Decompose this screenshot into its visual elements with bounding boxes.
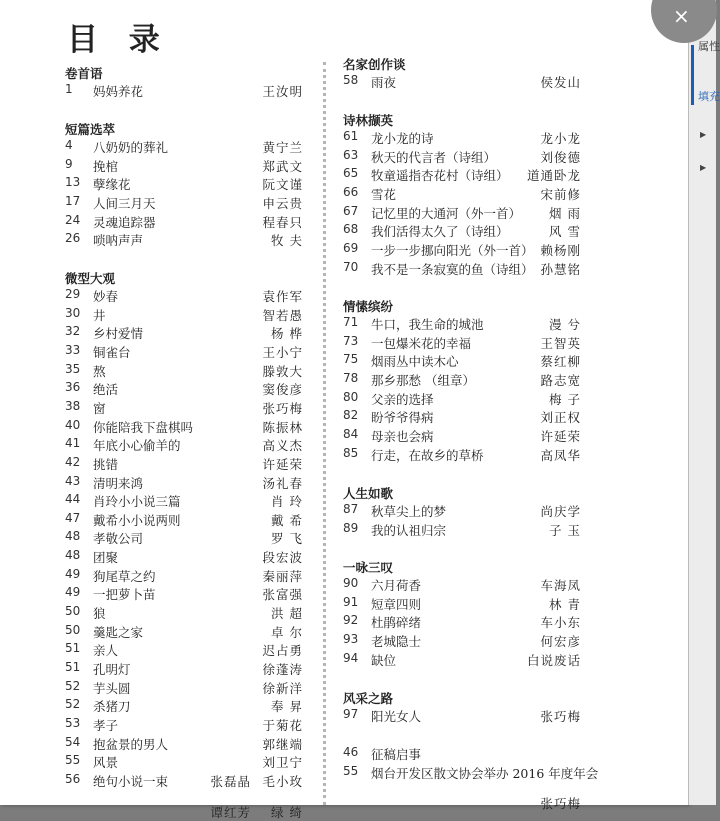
toc-item-title: 缺位	[371, 652, 397, 668]
toc-row[interactable]	[343, 502, 581, 520]
toc-row[interactable]	[65, 641, 303, 659]
toc-page-number: 69	[343, 240, 359, 255]
toc-row[interactable]	[343, 204, 581, 222]
toc-page-number: 29	[65, 287, 81, 301]
toc-row[interactable]	[343, 260, 581, 278]
toc-author: 徐蓬涛	[262, 662, 303, 677]
toc-author: 郭继端	[262, 736, 303, 752]
toc-page-number: 84	[343, 426, 359, 441]
toc-row[interactable]	[343, 763, 599, 782]
toc-author: 车海凤	[540, 578, 581, 593]
toc-row[interactable]	[65, 362, 303, 380]
toc-item-title: 杀猪刀	[93, 699, 131, 715]
toc-page-number: 97	[343, 707, 359, 721]
section-title: 名家创作谈	[343, 57, 406, 72]
toc-page-number: 93	[343, 631, 359, 646]
toc-author: 路志宽	[540, 372, 581, 388]
toc-row[interactable]	[65, 585, 303, 603]
toc-author: 洪 超	[271, 606, 303, 622]
toc-author: 刘卫宁	[262, 755, 303, 771]
toc-page-number: 24	[65, 212, 81, 227]
toc-author: 王小宁	[262, 344, 303, 360]
toc-item-title: 阳光女人	[371, 709, 422, 724]
toc-author: 智若愚	[262, 307, 303, 323]
toc-page-number: 4	[65, 138, 73, 152]
toc-page-number: 90	[343, 576, 359, 590]
toc-page-number: 38	[65, 398, 81, 413]
toc-author: 王智英	[540, 335, 581, 351]
toc-page-number: 49	[65, 585, 81, 600]
toc-item-title: 我不是一条寂寞的鱼（诗组）	[371, 261, 534, 277]
toc-author: 车小东	[540, 615, 581, 631]
toc-row[interactable]	[343, 129, 581, 147]
toc-item-title: 秋草尖上的梦	[371, 504, 447, 519]
toc-author: 宋前修	[540, 186, 581, 202]
toc-row[interactable]	[65, 231, 303, 249]
toc-item-title: 六月荷香	[371, 578, 422, 593]
toc-page-number: 48	[65, 548, 81, 563]
toc-author: 迟占勇	[262, 643, 303, 659]
toc-item-title: 芋头圆	[93, 680, 131, 696]
toc-author: 张巧梅	[540, 709, 581, 724]
toc-item-title: 一步一步挪向阳光（外一首）	[371, 242, 534, 258]
toc-author: 罗 飞	[271, 531, 303, 547]
toc-author: 谭红芳	[210, 804, 251, 820]
toc-page-number: 54	[65, 734, 81, 749]
toc-page-number: 33	[65, 342, 81, 357]
toc-row[interactable]	[343, 390, 581, 408]
toc-author: 汤礼春	[262, 475, 303, 491]
section-title: 一咏三叹	[343, 560, 394, 575]
toc-author: 刘俊德	[540, 149, 581, 165]
toc-row[interactable]	[65, 175, 303, 193]
toc-row-continuation	[343, 794, 581, 812]
toc-row[interactable]	[65, 511, 303, 529]
toc-row[interactable]	[65, 82, 303, 100]
toc-item-title: 记忆里的大通河（外一首）	[371, 205, 522, 221]
toc-item-title: 雨夜	[371, 75, 397, 90]
toc-item-title: 风景	[93, 755, 119, 771]
toc-item-title: 亲人	[93, 643, 119, 659]
toc-author: 卓 尔	[271, 624, 303, 640]
toc-row[interactable]	[343, 241, 581, 259]
toc-page-number: 52	[65, 678, 81, 693]
toc-item-title: 羹匙之家	[93, 624, 144, 640]
toc-author: 秦丽萍	[262, 568, 303, 584]
toc-row[interactable]	[65, 492, 303, 510]
toc-page-number: 1	[65, 82, 73, 96]
toc-page-number: 47	[65, 510, 81, 525]
toc-item-title: 挽棺	[93, 158, 119, 174]
section-title: 微型大观	[65, 271, 116, 286]
toc-page-number: 71	[343, 315, 359, 329]
toc-item-title: 人间三月天	[93, 195, 156, 211]
toc-row[interactable]	[343, 745, 581, 763]
toc-author: 牧 夫	[271, 233, 303, 249]
toc-row[interactable]	[65, 436, 303, 454]
toc-row[interactable]	[65, 679, 303, 697]
toc-author: 龙小龙	[540, 131, 581, 146]
toc-item-title: 烟雨丛中读木心	[371, 354, 459, 370]
toc-author: 王汝明	[262, 84, 303, 99]
toc-page-number: 53	[65, 715, 81, 730]
toc-item-title: 杜鹃碎绪	[371, 615, 422, 631]
toc-author: 绿 绮	[271, 804, 303, 820]
toc-author: 尚庆学	[540, 504, 581, 519]
toc-row[interactable]	[65, 660, 303, 678]
toc-page-number: 82	[343, 408, 359, 423]
toc-row[interactable]	[343, 707, 581, 725]
toc-page-number: 89	[343, 520, 359, 535]
toc-page-number: 41	[65, 436, 81, 451]
toc-item-title: 你能陪我下盘棋吗	[93, 419, 194, 435]
toc-author: 漫 兮	[549, 317, 581, 332]
side-panel-active-indicator	[691, 45, 694, 105]
toc-author: 窦俊彦	[262, 382, 303, 398]
toc-item-title: 挑错	[93, 456, 119, 472]
toc-page-number: 94	[343, 650, 359, 665]
toc-page-number: 87	[343, 502, 359, 516]
toc-row[interactable]	[65, 380, 303, 398]
toc-item-title: 我们活得太久了（诗组）	[371, 224, 509, 240]
toc-row[interactable]	[343, 427, 581, 445]
toc-row[interactable]	[343, 371, 581, 389]
toc-item-title: 我的认祖归宗	[371, 522, 447, 538]
section-title: 人生如歌	[343, 486, 394, 501]
side-panel-fill[interactable]: 填充	[698, 90, 720, 103]
toc-author: 滕敦大	[262, 363, 303, 379]
toc-row[interactable]	[65, 287, 303, 305]
toc-author: 张巧梅	[262, 400, 303, 416]
section-title: 情愫缤纷	[343, 299, 394, 314]
section-title: 短篇选萃	[65, 122, 116, 137]
toc-row[interactable]	[65, 306, 303, 324]
toc-page-number: 92	[343, 613, 359, 628]
toc-row[interactable]	[65, 735, 303, 753]
toc-row[interactable]	[65, 772, 303, 790]
close-icon[interactable]: ×	[673, 4, 690, 28]
toc-author: 孙慧铭	[540, 261, 581, 277]
toc-row[interactable]	[343, 521, 581, 539]
toc-row[interactable]	[343, 148, 581, 166]
toc-page-number: 52	[65, 697, 81, 712]
toc-page-number: 91	[343, 594, 359, 609]
toc-author: 烟 雨	[549, 205, 581, 221]
toc-author: 张富强	[262, 587, 303, 603]
toc-row[interactable]	[343, 185, 581, 203]
toc-row[interactable]	[65, 157, 303, 175]
toc-page-number: 56	[65, 771, 81, 786]
toc-item-title: 绝句小说一束	[93, 773, 169, 789]
toc-item-title: 八奶奶的葬礼	[93, 140, 169, 155]
toc-page-number: 13	[65, 175, 81, 190]
toc-page-number: 78	[343, 370, 359, 385]
toc-row[interactable]	[65, 213, 303, 231]
column-divider	[323, 62, 326, 805]
toc-item-title: 秋天的代言者（诗组）	[371, 149, 497, 165]
toc-author: 子 玉	[549, 522, 581, 538]
toc-author: 申云贵	[262, 195, 303, 211]
toc-page-number: 85	[343, 445, 359, 460]
toc-row[interactable]	[65, 604, 303, 622]
section-title: 风采之路	[343, 691, 394, 706]
toc-page-number: 55	[65, 753, 81, 768]
toc-page-number: 44	[65, 492, 81, 507]
toc-page-number: 67	[343, 203, 359, 218]
toc-row[interactable]	[343, 651, 581, 669]
toc-author: 道通卧龙	[526, 168, 581, 184]
expand-arrow-icon[interactable]: ▶	[700, 163, 707, 172]
toc-page-number: 68	[343, 222, 359, 237]
toc-item-title: 那乡那愁 （组章）	[371, 372, 475, 388]
toc-author: 高义杰	[262, 438, 303, 454]
toc-author: 黄宁兰	[262, 140, 303, 155]
toc-item-title: 母亲也会病	[371, 428, 434, 444]
toc-item-title: 年底小心偷羊的	[93, 438, 181, 454]
toc-author: 杨 桦	[271, 326, 303, 342]
toc-item-title: 短章四则	[371, 596, 422, 612]
toc-item-title: 戴希小小说两则	[93, 512, 181, 528]
toc-item-title: 狼	[93, 606, 106, 622]
toc-row[interactable]	[343, 315, 581, 333]
toc-author: 赖杨刚	[540, 242, 581, 258]
section-title: 诗林撷英	[343, 113, 394, 128]
toc-author: 林 青	[549, 596, 581, 612]
toc-page-number: 50	[65, 604, 81, 619]
toc-page-number: 65	[343, 166, 359, 181]
toc-item-title: 老城隐士	[371, 633, 422, 649]
toc-page-number: 26	[65, 231, 81, 246]
toc-row[interactable]	[65, 343, 303, 361]
toc-author: 张磊晶	[210, 773, 251, 789]
toc-row[interactable]	[65, 716, 303, 734]
toc-page-number: 17	[65, 193, 81, 208]
toc-item-title: 孝敬公司	[93, 531, 144, 547]
toc-item-title: 唢呐声声	[93, 233, 144, 249]
toc-row[interactable]	[65, 474, 303, 492]
toc-row[interactable]	[343, 166, 581, 184]
section-title: 卷首语	[65, 66, 103, 81]
toc-page-number: 50	[65, 622, 81, 637]
toc-author: 肖 玲	[271, 494, 303, 510]
side-panel-properties[interactable]: 属性	[698, 40, 720, 53]
toc-item-title: 孽缘花	[93, 177, 131, 193]
toc-row[interactable]	[343, 352, 581, 370]
toc-author: 许延荣	[262, 456, 303, 472]
toc-page-number: 51	[65, 660, 81, 674]
toc-page-number: 35	[65, 361, 81, 376]
toc-item-title: 团聚	[93, 550, 119, 566]
toc-author: 许延荣	[540, 428, 581, 444]
toc-item-title: 孝子	[93, 717, 119, 733]
toc-row[interactable]	[343, 73, 581, 91]
toc-row[interactable]	[65, 567, 303, 585]
toc-page-number: 66	[343, 184, 359, 199]
toc-row[interactable]	[343, 576, 581, 594]
toc-author: 阮文谨	[262, 177, 303, 193]
toc-item-title: 一包爆米花的幸福	[371, 335, 472, 351]
toc-author: 毛小玫	[262, 773, 303, 789]
toc-row[interactable]	[65, 324, 303, 342]
toc-author: 梅 子	[549, 391, 581, 407]
toc-item-title: 妈妈养花	[93, 84, 144, 99]
toc-item-title: 绝活	[93, 382, 119, 398]
toc-page-number: 63	[343, 147, 359, 162]
toc-item-title: 烟台开发区散文协会举办 2016 年度年会	[371, 765, 599, 781]
toc-row[interactable]	[65, 623, 303, 641]
toc-author: 程春只	[262, 214, 303, 230]
toc-item-title: 窗	[93, 400, 106, 416]
toc-page-number: 51	[65, 641, 81, 656]
toc-row[interactable]	[343, 334, 581, 352]
toc-page-number: 30	[65, 305, 81, 320]
toc-author: 于菊花	[262, 717, 303, 733]
toc-row[interactable]	[343, 408, 581, 426]
toc-page-number: 36	[65, 380, 81, 395]
toc-row[interactable]	[343, 632, 581, 650]
toc-item-title: 清明来鸿	[93, 475, 144, 491]
toc-row[interactable]	[65, 548, 303, 566]
toc-row[interactable]	[65, 697, 303, 715]
toc-item-title: 铜雀台	[93, 344, 131, 360]
toc-author: 戴 希	[271, 512, 303, 528]
toc-item-title: 孔明灯	[93, 662, 131, 677]
toc-item-title: 井	[93, 307, 106, 323]
toc-page-number: 43	[65, 473, 81, 488]
toc-row-continuation	[65, 803, 303, 821]
toc-row[interactable]	[65, 194, 303, 212]
toc-page-number: 46	[343, 745, 359, 759]
toc-page-number: 61	[343, 129, 359, 143]
toc-item-title: 龙小龙的诗	[371, 131, 434, 146]
toc-page-number: 42	[65, 454, 81, 469]
toc-author: 陈振林	[262, 419, 303, 435]
toc-item-title: 牧童遥指杏花村（诗组）	[371, 168, 509, 184]
toc-author: 风 雪	[549, 224, 581, 240]
toc-author: 徐新洋	[262, 680, 303, 696]
toc-row[interactable]	[343, 446, 581, 464]
toc-row[interactable]	[65, 138, 303, 156]
toc-page-number: 55	[343, 763, 359, 778]
toc-row[interactable]	[65, 418, 303, 436]
toc-item-title: 妙春	[93, 289, 119, 304]
toc-row[interactable]	[65, 399, 303, 417]
toc-page-number: 80	[343, 389, 359, 404]
toc-row[interactable]	[343, 222, 581, 240]
toc-page-number: 58	[343, 73, 359, 87]
toc-author: 段宏波	[262, 550, 303, 566]
toc-item-title: 乡村爱情	[93, 326, 144, 342]
toc-author: 袁作军	[262, 289, 303, 304]
side-panel	[688, 0, 720, 805]
toc-page-number: 70	[343, 259, 359, 274]
toc-page-number: 75	[343, 352, 359, 367]
toc-item-title: 熬	[93, 363, 106, 379]
toc-item-title: 征稿启事	[371, 747, 422, 762]
toc-page-number: 49	[65, 566, 81, 581]
expand-arrow-icon[interactable]: ▶	[700, 130, 707, 139]
toc-page-number: 48	[65, 529, 81, 544]
toc-author: 侯发山	[540, 75, 581, 90]
toc-author: 郑武文	[262, 158, 303, 174]
toc-item-title: 肖玲小小说三篇	[93, 494, 181, 510]
toc-page-number: 40	[65, 417, 81, 432]
toc-item-title: 抱盆景的男人	[93, 736, 169, 752]
toc-item-title: 盼爷爷得病	[371, 410, 434, 426]
toc-author: 高凤华	[540, 447, 581, 463]
toc-author: 白说废话	[526, 652, 581, 668]
toc-item-title: 一把萝卜苗	[93, 587, 156, 603]
toc-author: 何宏彦	[540, 633, 581, 649]
toc-author: 奉 昇	[271, 699, 303, 715]
page-title: 目 录	[67, 22, 170, 58]
toc-row[interactable]	[343, 613, 581, 631]
toc-item-title: 行走，在故乡的草桥	[371, 447, 484, 463]
toc-author: 蔡红柳	[540, 354, 581, 370]
toc-page-number: 9	[65, 156, 73, 171]
toc-item-title: 雪花	[371, 186, 397, 202]
toc-item-title: 牛口，我生命的城池	[371, 317, 484, 332]
toc-author: 刘正权	[540, 410, 581, 426]
toc-item-title: 狗尾草之约	[93, 568, 156, 584]
toc-page-number: 73	[343, 333, 359, 348]
toc-row[interactable]	[65, 455, 303, 473]
toc-row[interactable]	[65, 753, 303, 771]
toc-page-number: 32	[65, 324, 81, 339]
toc-row[interactable]	[65, 529, 303, 547]
toc-author: 张巧梅	[540, 796, 581, 812]
toc-row[interactable]	[343, 595, 581, 613]
toc-item-title: 灵魂追踪器	[93, 214, 156, 230]
toc-item-title: 父亲的选择	[371, 391, 434, 407]
